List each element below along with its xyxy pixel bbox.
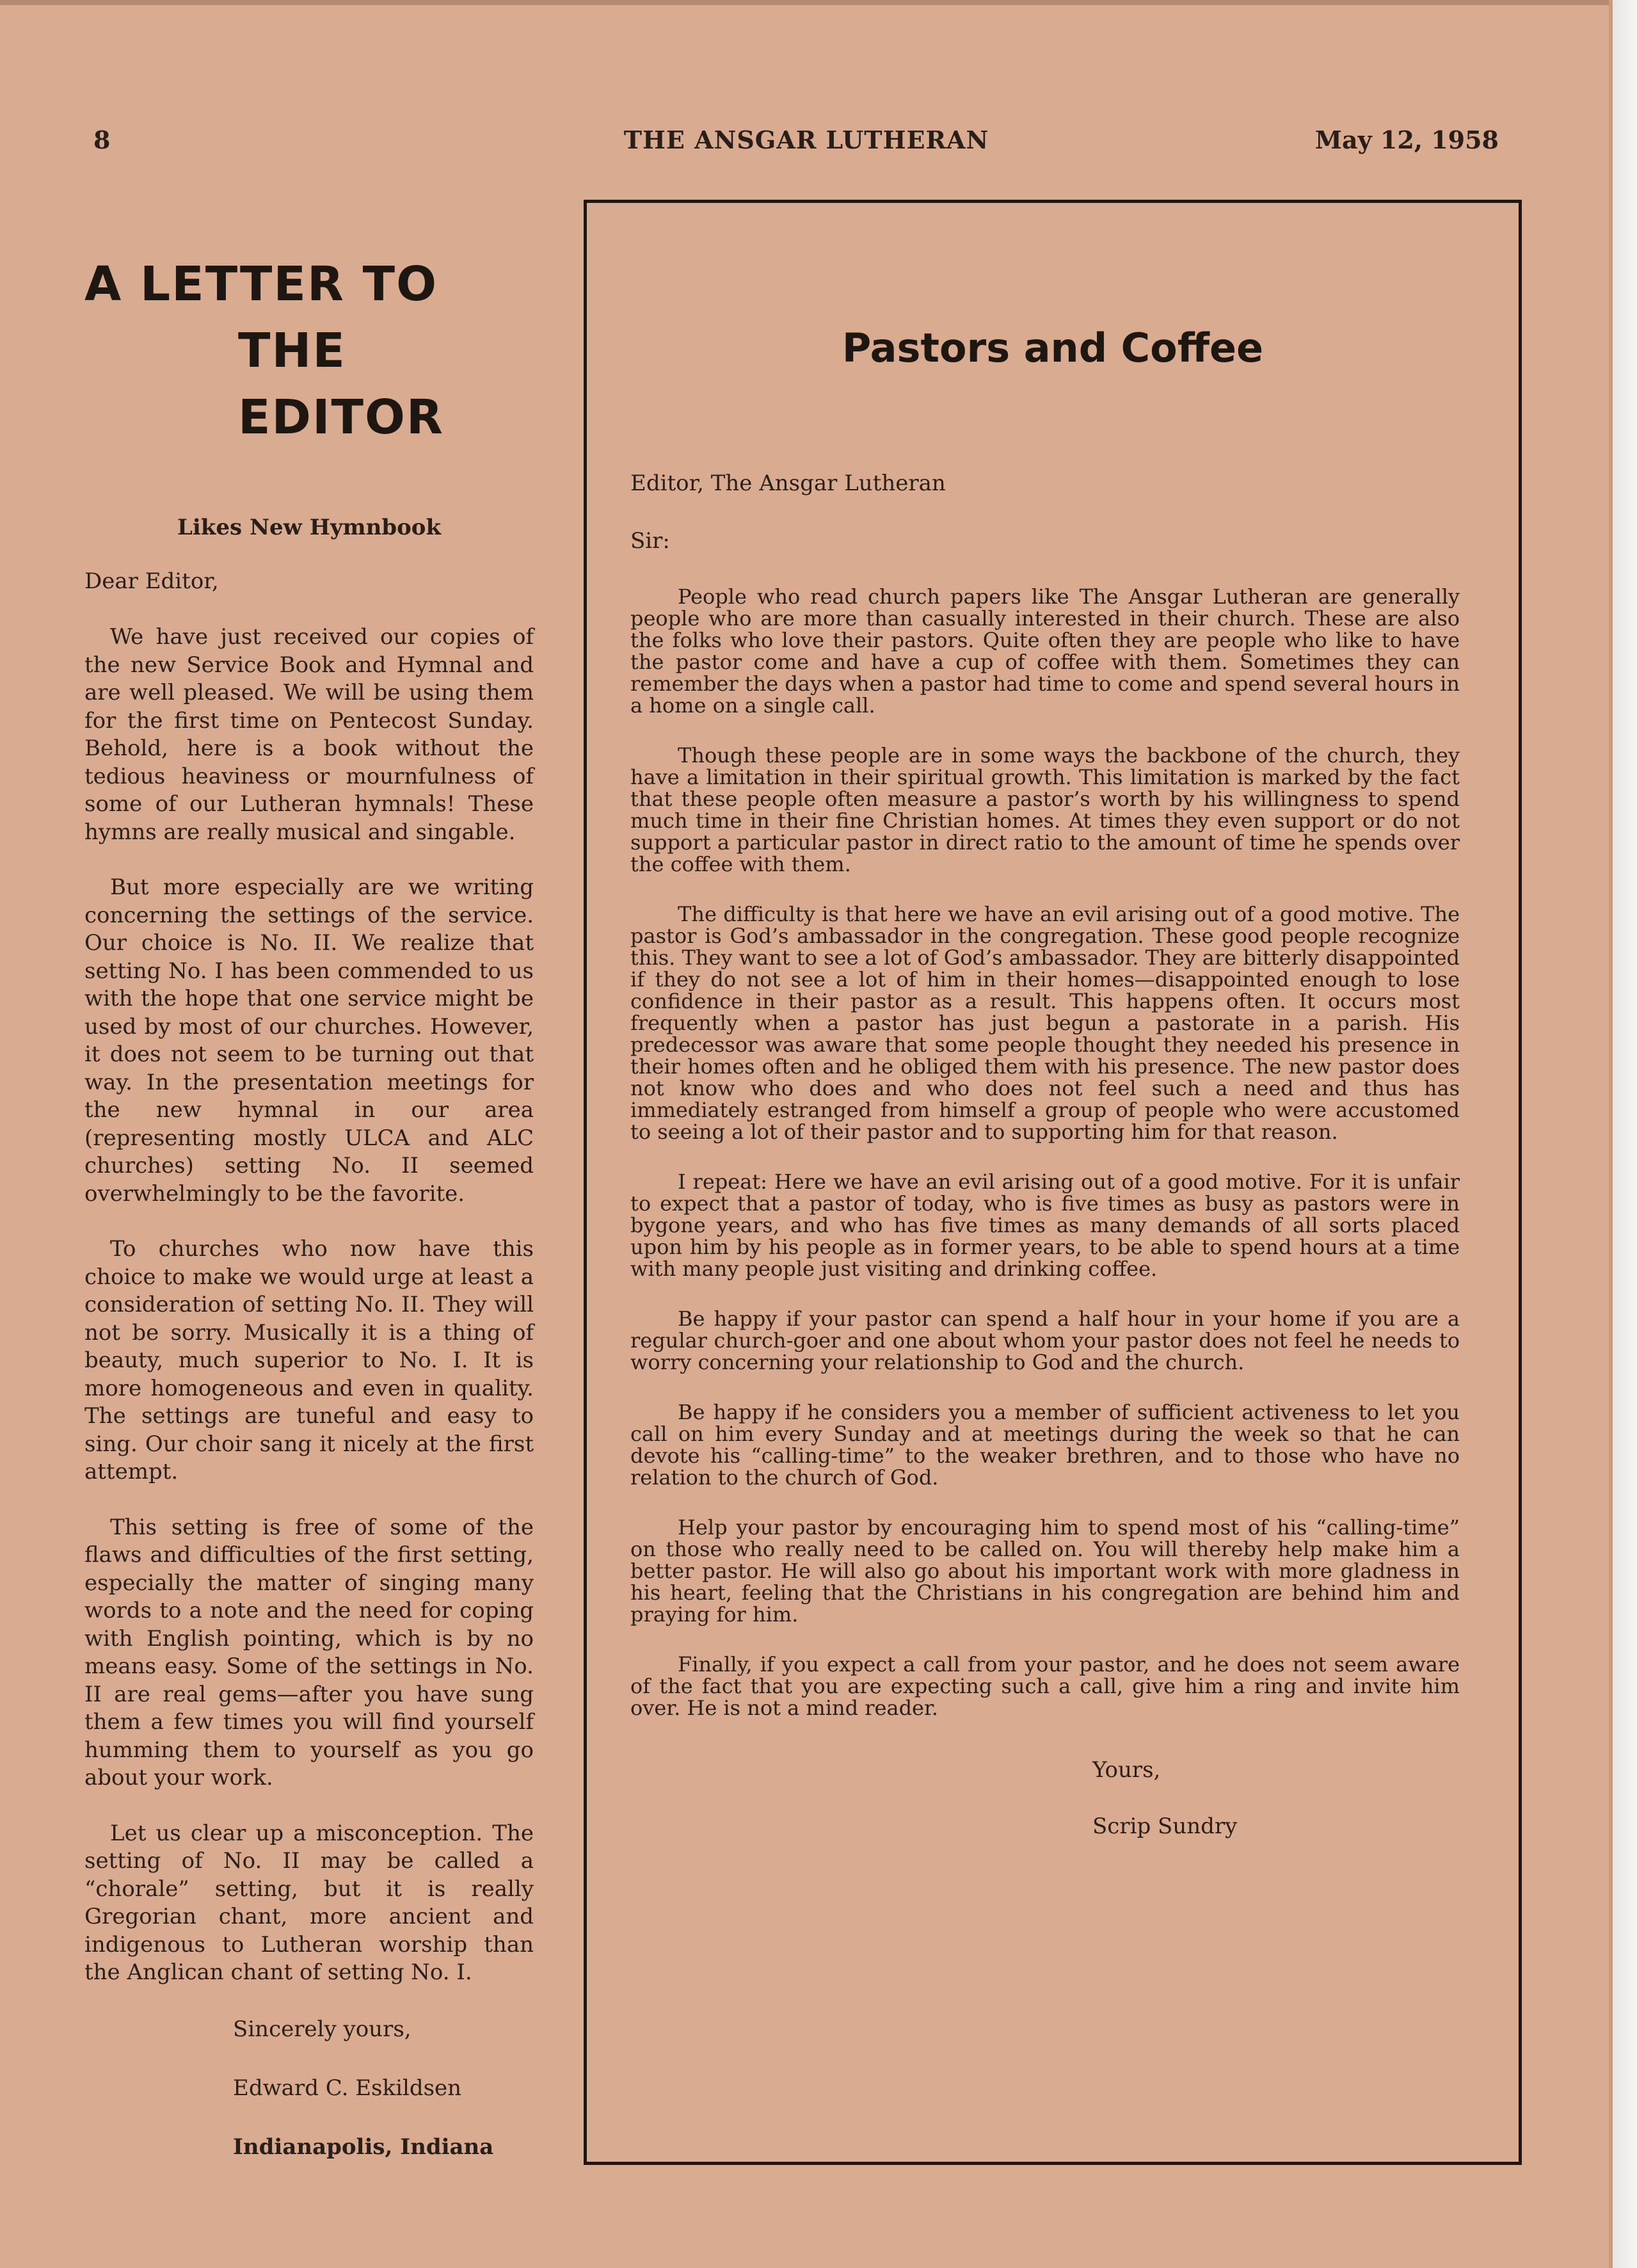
letter-paragraph: We have just received our copies of the new Service Book and Hymnal and are well pleased. We will be using them for the first time on Pentecost Sunday. Behold, here is a book without the tedious heaviness or mournfulness of some of our Lutheran hymnals! These hymns are really musical and singable. (84, 624, 534, 845)
page-edge (1613, 0, 1637, 2268)
letter-signature-block (84, 2015, 534, 2162)
page-header (0, 125, 1613, 164)
letter-signature: Edward C. Eskildsen (233, 2075, 462, 2101)
coffee-paragraph: Though these people are in some ways the backbone of the church, they have a limitation in their spiritual growth. This limitation is marked by the fact that these people often measure a pastor’s worth by his willingness to spend much time in their fine Christian homes. At times they even support or do not support a particular pastor in direct ratio to the amount of time he spends over the coffee with them. (630, 743, 1460, 876)
pastors-and-coffee-box (584, 200, 1522, 2165)
coffee-paragraph: Finally, if you expect a call from your pastor, and he does not seem aware of the fact that you are expecting such a call, give him a ring and invite him over. He is not a mind reader. (630, 1652, 1460, 1720)
letter-title (84, 251, 534, 451)
letter-to-editor-column (84, 251, 534, 2191)
letter-paragraph: Let us clear up a misconception. The setting of No. II may be called a “chorale” setting, but it is really Gregorian chant, more ancient and indigenous to Lutheran worship than the Anglican chant of setting No. I. (84, 1820, 534, 1985)
coffee-title: Pastors and Coffee (842, 325, 1264, 371)
letter-location: Indianapolis, Indiana (233, 2134, 494, 2160)
coffee-paragraph: Be happy if he considers you a member of sufficient activeness to let you call on him every Sunday and at meetings during the week so that he can devote his “calling-time” to the weaker brethren, and to those who have no relation to the church of God. (630, 1400, 1460, 1490)
letter-closing: Sincerely yours, (233, 2016, 411, 2042)
letter-salutation: Dear Editor, (84, 568, 219, 594)
coffee-signature: Scrip Sundry (1092, 1814, 1238, 1839)
coffee-paragraph: I repeat: Here we have an evil arising out of a good motive. For it is unfair to expect that a pastor of today, who is five times as busy as pastors were in bygone years, and who has five times as many demands of all sorts placed upon him by his people as in former years, to be able to spend hours at a time with many people just visiting and drinking coffee. (630, 1170, 1460, 1281)
letter-title-line2: THE EDITOR (238, 323, 444, 445)
coffee-salutation: Sir: (630, 528, 670, 554)
coffee-signature-block (630, 1757, 1460, 1839)
coffee-paragraph: Be happy if your pastor can spend a half hour in your home if you are a regular church-goer and one about whom your pastor does not feel he needs to worry concerning your relationship to God and the church. (630, 1307, 1460, 1374)
coffee-closing: Yours, (1092, 1757, 1161, 1783)
coffee-body (630, 470, 1460, 1870)
coffee-addressee: Editor, The Ansgar Lutheran (630, 470, 946, 496)
coffee-paragraph: The difficulty is that here we have an evil arising out of a good motive. The pastor is God’s ambassador in the congregation. These good people recognize this. They want to see a lot of God’s ambassador. They are bitterly disappointed if they do not see a lot of him in their homes—disappointed enough to lose confidence in their pastor as a result. This happens often. It occurs most frequently when a pastor has just begun a pastorate in a parish. His predecessor was aware that some people thought they needed his presence in their homes often and he obliged them with his presence. The new pastor does not know who does and who does not feel such a need and thus has immediately estranged from himself a group of people who were accustomed to seeing a lot of their pastor and to supporting him for that reason. (630, 902, 1460, 1144)
coffee-paragraph: Help your pastor by encouraging him to spend most of his “calling-time” on those who really need to be called on. You will thereby help make him a better pastor. He will also go about his important work with more gladness in his heart, feeling that the Christians in his congregation are behind him and praying for him. (630, 1515, 1460, 1627)
letter-title-line1: A LETTER TO (84, 257, 438, 312)
letter-paragraph: To churches who now have this choice to make we would urge at least a consideration of setting No. II. They will not be sorry. Musically it is a thing of beauty, much superior to No. I. It is more homogeneous and even in quality. The settings are tuneful and easy to sing. Our choir sang it nicely at the first attempt. (84, 1236, 534, 1484)
letter-paragraph: This setting is free of some of the flaws and difficulties of the first setting, especially the matter of singing many words to a note and the need for coping with English pointing, which is by no means easy. Some of the settings in No. II are real gems—after you have sung them a few times you will find yourself humming them to yourself as you go about your work. (84, 1514, 534, 1790)
letter-paragraph: But more especially are we writing concerning the settings of the service. Our choice is No. II. We realize that setting No. I has been commended to us with the hope that one service might be used by most of our churches. However, it does not seem to be turning out that way. In the presentation meetings for the new hymnal in our area (representing mostly ULCA and ALC churches) setting No. II seemed overwhelmingly to be the favorite. (84, 874, 534, 1207)
page-number: 8 (93, 125, 111, 154)
coffee-paragraph: People who read church papers like The Ansgar Lutheran are generally people who are more than casually interested in their church. These are also the folks who love their pastors. Quite often they are people who like to have the pastor come and have a cup of coffee with them. Sometimes they can remember the days when a pastor had time to come and spend several hours in a home on a single call. (630, 584, 1460, 718)
letter-subhead: Likes New Hymnbook (177, 515, 442, 540)
issue-date: May 12, 1958 (1314, 125, 1499, 154)
masthead: THE ANSGAR LUTHERAN (623, 125, 989, 154)
